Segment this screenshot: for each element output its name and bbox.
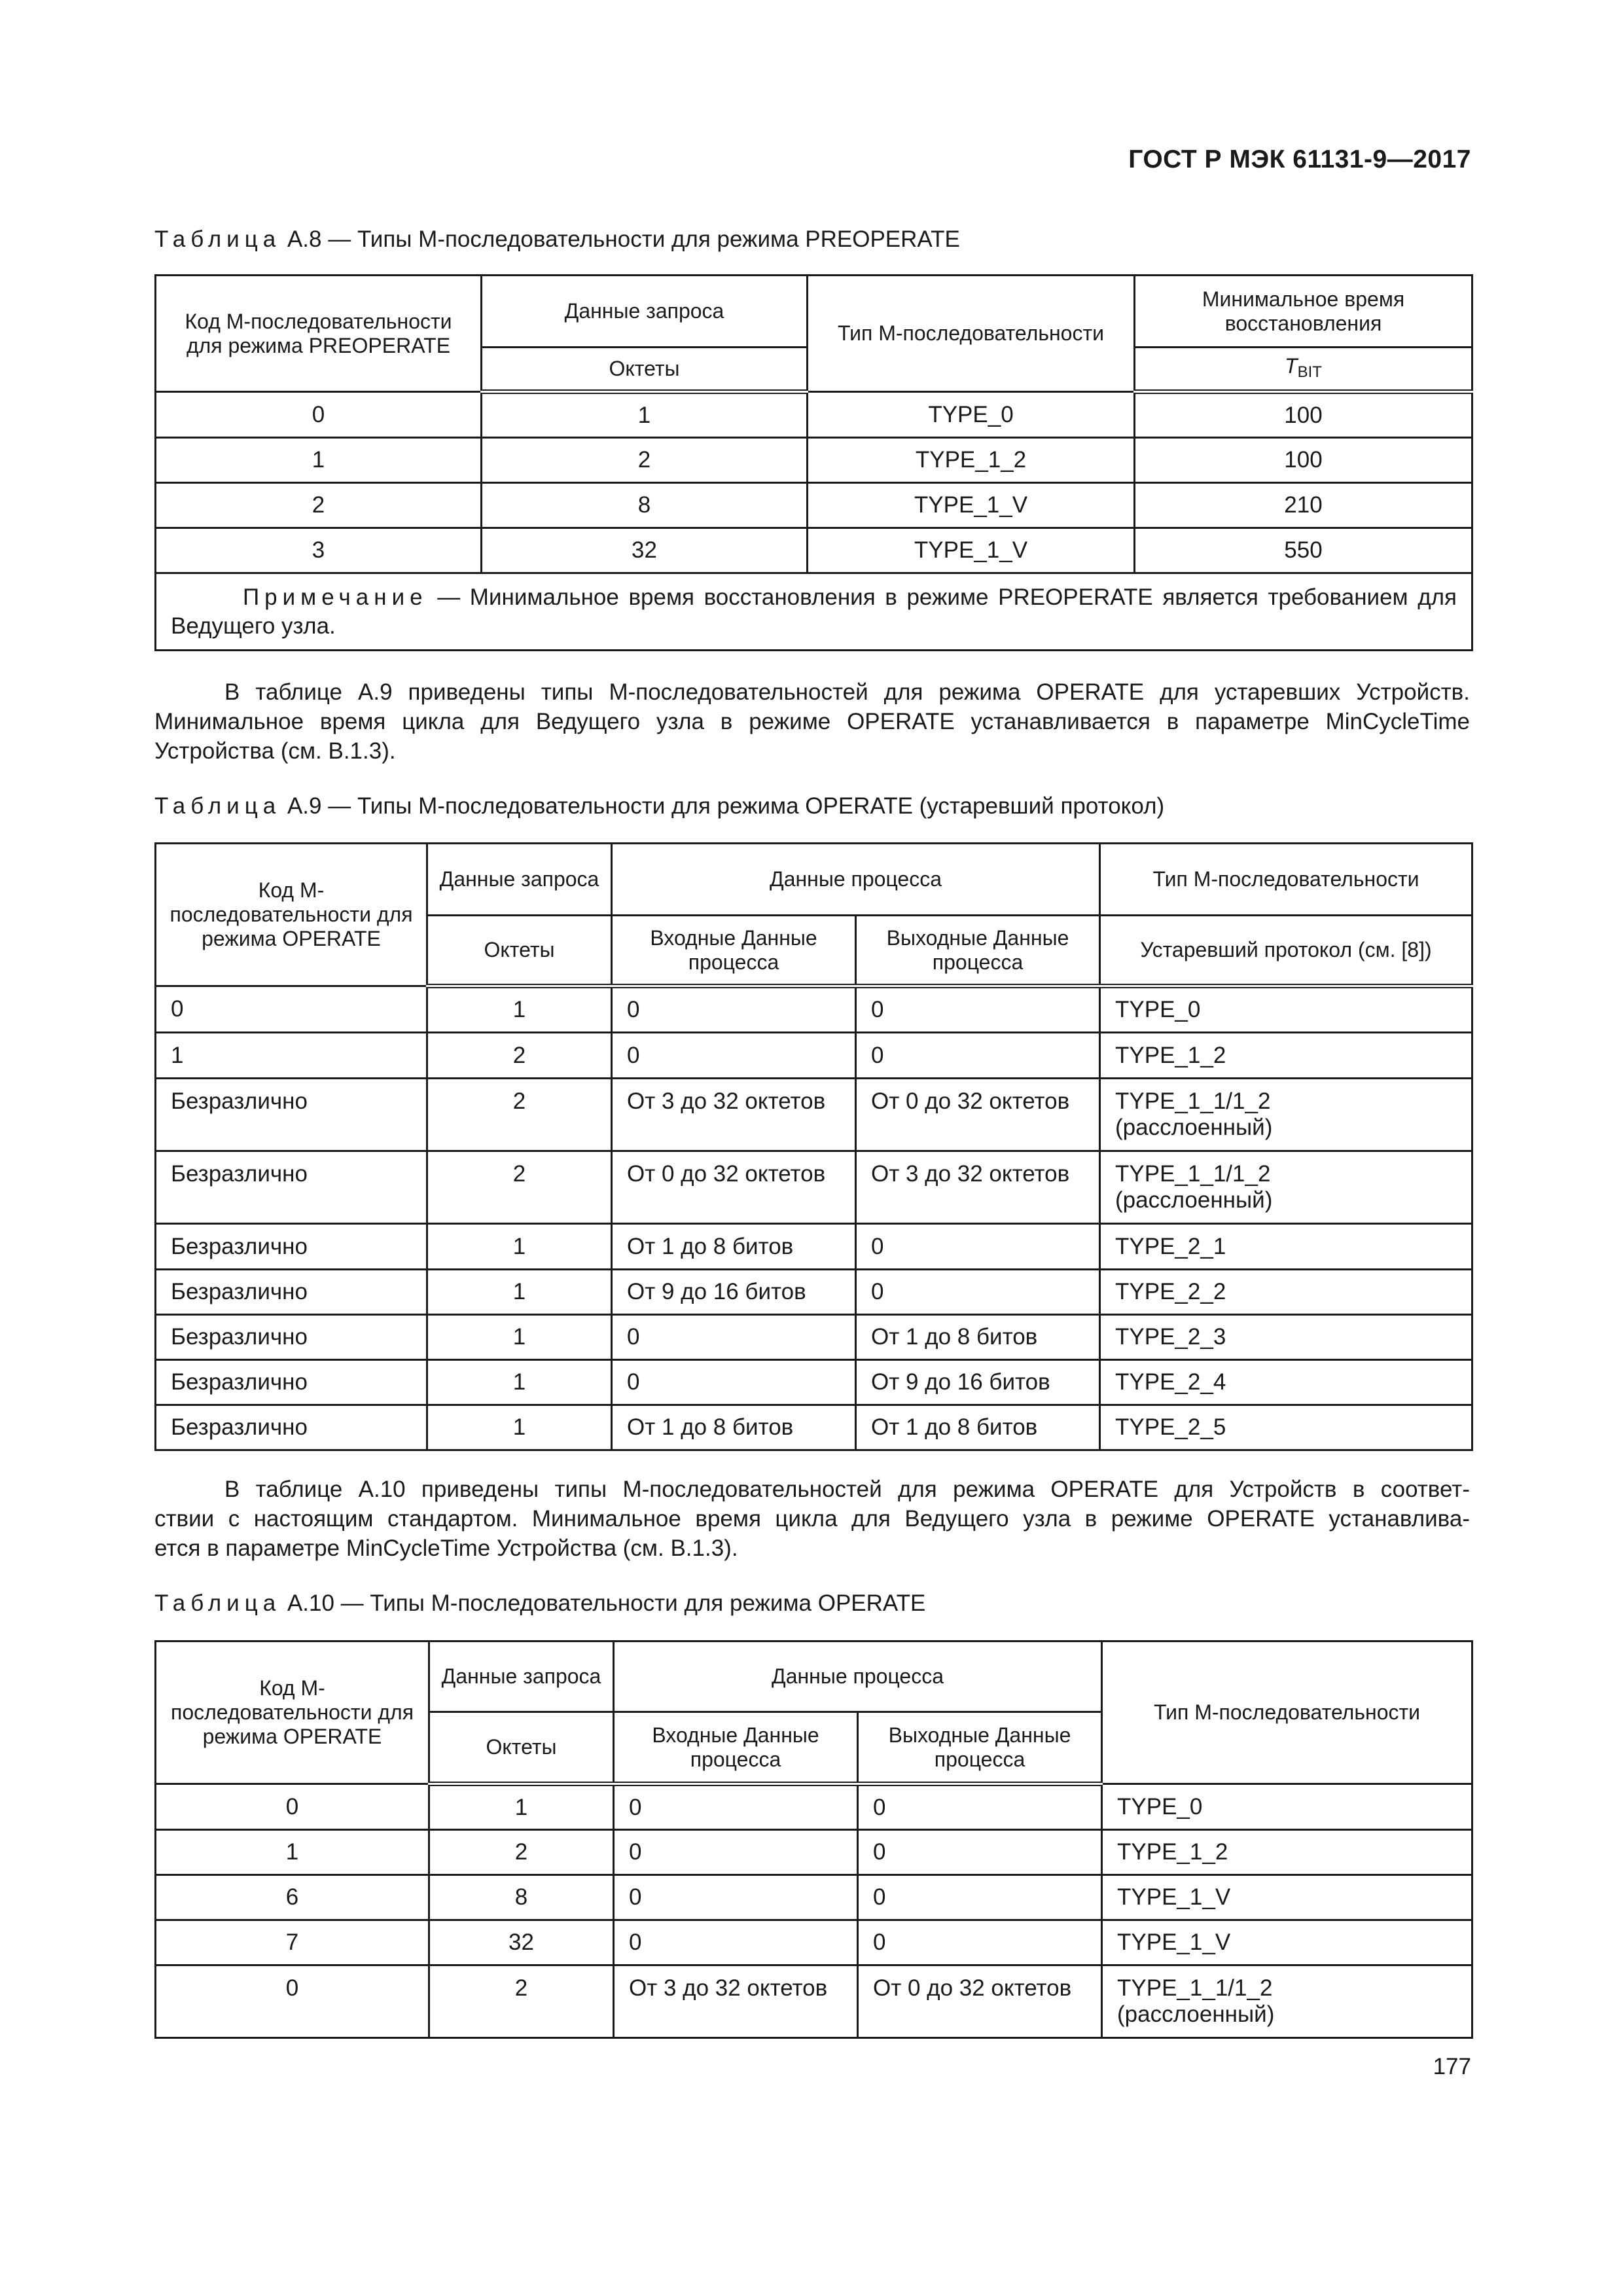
cell-input: От 1 до 8 битов <box>612 1224 856 1270</box>
caption-text: А.8 — Типы М-последовательности для режима PREOPERATE <box>281 226 960 252</box>
cell-octets: 2 <box>482 438 808 483</box>
cell-code: 2 <box>156 483 482 528</box>
table-row <box>156 528 1472 573</box>
table-row <box>156 1224 1472 1270</box>
cell-code: 3 <box>156 528 482 573</box>
header-request-data: Данные запроса <box>429 1641 614 1712</box>
cell-input: 0 <box>612 1033 856 1079</box>
cell-octets: 2 <box>427 1079 612 1151</box>
type-value: TYPE_1_1/1_2 <box>1115 1088 1271 1114</box>
caption-label: Таблица <box>154 1590 281 1616</box>
header-code: Код М-последовательности для режима PREOPERATE <box>156 276 482 392</box>
table-a10-caption <box>154 1589 925 1618</box>
header-output: Выходные Данные процесса <box>856 916 1100 986</box>
table-row <box>156 1405 1472 1450</box>
note-label: Примечание <box>243 584 428 610</box>
cell-output: От 9 до 16 битов <box>856 1360 1100 1405</box>
cell-input: От 0 до 32 октетов <box>612 1151 856 1224</box>
cell-time: 100 <box>1135 392 1472 438</box>
caption-label: Таблица <box>154 793 281 819</box>
table-row <box>156 438 1472 483</box>
table-row <box>156 483 1472 528</box>
cell-octets: 8 <box>482 483 808 528</box>
cell-octets: 1 <box>482 392 808 438</box>
cell-time: 100 <box>1135 438 1472 483</box>
type-value: TYPE_2_5 <box>1115 1414 1226 1440</box>
paragraph-line: В таблице А.10 приведены типы М-последовательностей для режима OPERATE для Устройств в соответ- <box>224 1477 1470 1502</box>
cell-time: 550 <box>1135 528 1472 573</box>
cell-code: Безразлично <box>156 1405 427 1450</box>
cell-code: Безразлично <box>156 1315 427 1360</box>
header-output: Выходные Данные процесса <box>858 1712 1102 1784</box>
type-value: TYPE_2_4 <box>1115 1369 1226 1395</box>
type-value: TYPE_2_1 <box>1115 1233 1226 1259</box>
paragraph-line: Минимальное время цикла для Ведущего узла в режиме OPERATE устанавливается в параметре MinCycleTime <box>154 709 1470 734</box>
cell-output: От 0 до 32 октетов <box>858 1965 1102 2038</box>
header-octets: Октеты <box>427 916 612 986</box>
type-note: (расслоенный) <box>1115 1115 1273 1140</box>
type-value: TYPE_2_3 <box>1115 1324 1226 1350</box>
paragraph-line: ется в параметре MinCycleTime Устройства (см. В.1.3). <box>154 1535 738 1561</box>
page-number: 177 <box>1433 2054 1471 2079</box>
table-row <box>156 1875 1472 1920</box>
cell-input: 0 <box>614 1920 858 1965</box>
cell-octets: 1 <box>427 1405 612 1450</box>
cell-code: Безразлично <box>156 1270 427 1315</box>
paragraph-line: В таблице А.9 приведены типы М-последовательностей для режима OPERATE для устаревших Устройств. <box>224 679 1470 705</box>
cell-code: 1 <box>156 438 482 483</box>
table-row <box>156 1315 1472 1360</box>
cell-octets: 2 <box>429 1830 614 1875</box>
cell-type: TYPE_1_2 <box>808 438 1135 483</box>
table-note <box>156 573 1472 651</box>
cell-octets: 8 <box>429 1875 614 1920</box>
type-value: TYPE_1_2 <box>1115 1042 1226 1068</box>
cell-code: 6 <box>156 1875 429 1920</box>
table-row <box>156 1830 1472 1875</box>
cell-type <box>1102 1784 1472 1830</box>
cell-code: 0 <box>156 1965 429 2038</box>
cell-output: От 1 до 8 битов <box>856 1405 1100 1450</box>
header-octets: Октеты <box>429 1712 614 1784</box>
type-note: (расслоенный) <box>1117 2001 1275 2027</box>
cell-type <box>1100 1270 1472 1315</box>
cell-output: 0 <box>856 1270 1100 1315</box>
header-code: Код М-последовательности для режима OPERATE <box>156 844 427 986</box>
cell-type <box>1100 1033 1472 1079</box>
type-value: TYPE_0 <box>1117 1793 1203 1820</box>
cell-octets: 1 <box>427 1315 612 1360</box>
cell-octets: 2 <box>427 1033 612 1079</box>
table-row <box>156 1920 1472 1965</box>
cell-code: 0 <box>156 1784 429 1830</box>
cell-octets: 2 <box>429 1965 614 2038</box>
note-text: — Минимальное время восстановления в режиме PREOPERATE является требованием для Ведущего узла. <box>171 584 1457 639</box>
cell-type <box>1102 1965 1472 2038</box>
type-note: (расслоенный) <box>1115 1187 1273 1213</box>
table-row <box>156 1151 1472 1224</box>
document-header: ГОСТ Р МЭК 61131-9—2017 <box>1128 145 1471 173</box>
cell-octets: 32 <box>429 1920 614 1965</box>
header-type: Тип М-последовательности <box>1100 844 1472 916</box>
cell-type <box>1102 1920 1472 1965</box>
table-row <box>156 1784 1472 1830</box>
type-value: TYPE_1_1/1_2 <box>1117 1975 1273 2001</box>
table-row <box>156 986 1472 1033</box>
header-request-data: Данные запроса <box>427 844 612 916</box>
paragraph-a10-intro <box>154 1475 1470 1563</box>
tbit-subscript: BIT <box>1297 363 1322 381</box>
cell-type <box>1100 1315 1472 1360</box>
header-request-data: Данные запроса <box>482 276 808 348</box>
cell-input: 0 <box>614 1784 858 1830</box>
cell-input: 0 <box>614 1830 858 1875</box>
paragraph-line: ствии с настоящим стандартом. Минимальное время цикла для Ведущего узла в режиме OPERATE устанавлива- <box>154 1506 1470 1532</box>
cell-input: 0 <box>612 986 856 1033</box>
cell-octets: 1 <box>427 1360 612 1405</box>
cell-input: 0 <box>614 1875 858 1920</box>
cell-output: От 3 до 32 октетов <box>856 1151 1100 1224</box>
cell-output: От 0 до 32 октетов <box>856 1079 1100 1151</box>
cell-code: Безразлично <box>156 1079 427 1151</box>
table-a8-caption <box>154 225 960 254</box>
cell-input: От 3 до 32 октетов <box>612 1079 856 1151</box>
cell-input: 0 <box>612 1315 856 1360</box>
table-row <box>156 1033 1472 1079</box>
table-a8 <box>154 274 1473 651</box>
cell-output: 0 <box>856 1224 1100 1270</box>
table-row <box>156 1965 1472 2038</box>
cell-type <box>1100 1360 1472 1405</box>
cell-type <box>1100 1151 1472 1224</box>
cell-code: 7 <box>156 1920 429 1965</box>
cell-octets: 32 <box>482 528 808 573</box>
cell-type <box>1102 1830 1472 1875</box>
caption-text: А.10 — Типы М-последовательности для режима OPERATE <box>281 1590 926 1616</box>
cell-octets: 1 <box>427 1224 612 1270</box>
table-a9 <box>154 842 1473 1451</box>
cell-output: 0 <box>858 1875 1102 1920</box>
cell-output: От 1 до 8 битов <box>856 1315 1100 1360</box>
cell-octets: 2 <box>427 1151 612 1224</box>
header-input: Входные Данные процесса <box>614 1712 858 1784</box>
table-a9-caption <box>154 792 1164 821</box>
cell-input: От 9 до 16 битов <box>612 1270 856 1315</box>
cell-type: TYPE_1_V <box>808 483 1135 528</box>
header-min-time: Минимальное время восстановления <box>1135 276 1472 348</box>
header-octets: Октеты <box>482 348 808 392</box>
paragraph-line: Устройства (см. В.1.3). <box>154 738 396 764</box>
cell-type: TYPE_0 <box>808 392 1135 438</box>
cell-type <box>1102 1875 1472 1920</box>
header-code: Код М-последовательности для режима OPERATE <box>156 1641 429 1784</box>
cell-type <box>1100 986 1472 1033</box>
tbit-symbol: T <box>1285 353 1298 378</box>
header-legacy: Устаревший протокол (см. [8]) <box>1100 916 1472 986</box>
header-type: Тип М-последовательности <box>808 276 1135 392</box>
cell-input: 0 <box>612 1360 856 1405</box>
cell-input: От 3 до 32 октетов <box>614 1965 858 2038</box>
cell-output: 0 <box>858 1920 1102 1965</box>
table-row <box>156 1270 1472 1315</box>
cell-code: Безразлично <box>156 1224 427 1270</box>
paragraph-a9-intro <box>154 677 1470 766</box>
cell-type: TYPE_1_V <box>808 528 1135 573</box>
cell-output: 0 <box>856 986 1100 1033</box>
cell-input: От 1 до 8 битов <box>612 1405 856 1450</box>
header-tbit <box>1135 348 1472 392</box>
header-process-data: Данные процесса <box>614 1641 1102 1712</box>
type-value: TYPE_1_2 <box>1117 1839 1228 1865</box>
cell-code: 0 <box>156 986 427 1033</box>
table-row <box>156 1360 1472 1405</box>
cell-code: Безразлично <box>156 1360 427 1405</box>
caption-text: А.9 — Типы М-последовательности для режима OPERATE (устаревший протокол) <box>281 793 1165 819</box>
cell-code: Безразлично <box>156 1151 427 1224</box>
table-a10 <box>154 1640 1473 2039</box>
type-value: TYPE_1_V <box>1117 1884 1231 1910</box>
cell-code: 0 <box>156 392 482 438</box>
caption-label: Таблица <box>154 226 281 252</box>
cell-octets: 1 <box>427 1270 612 1315</box>
cell-type <box>1100 1405 1472 1450</box>
cell-output: 0 <box>858 1784 1102 1830</box>
cell-output: 0 <box>858 1830 1102 1875</box>
header-input: Входные Данные процесса <box>612 916 856 986</box>
cell-type <box>1100 1079 1472 1151</box>
cell-code: 1 <box>156 1033 427 1079</box>
table-row <box>156 392 1472 438</box>
cell-code: 1 <box>156 1830 429 1875</box>
header-process-data: Данные процесса <box>612 844 1100 916</box>
cell-octets: 1 <box>429 1784 614 1830</box>
cell-time: 210 <box>1135 483 1472 528</box>
type-value: TYPE_2_2 <box>1115 1279 1226 1304</box>
cell-output: 0 <box>856 1033 1100 1079</box>
type-value: TYPE_1_1/1_2 <box>1115 1161 1271 1187</box>
cell-type <box>1100 1224 1472 1270</box>
type-value: TYPE_1_V <box>1117 1929 1231 1955</box>
cell-octets: 1 <box>427 986 612 1033</box>
table-row <box>156 1079 1472 1151</box>
header-type: Тип М-последовательности <box>1102 1641 1472 1784</box>
type-value: TYPE_0 <box>1115 997 1201 1022</box>
